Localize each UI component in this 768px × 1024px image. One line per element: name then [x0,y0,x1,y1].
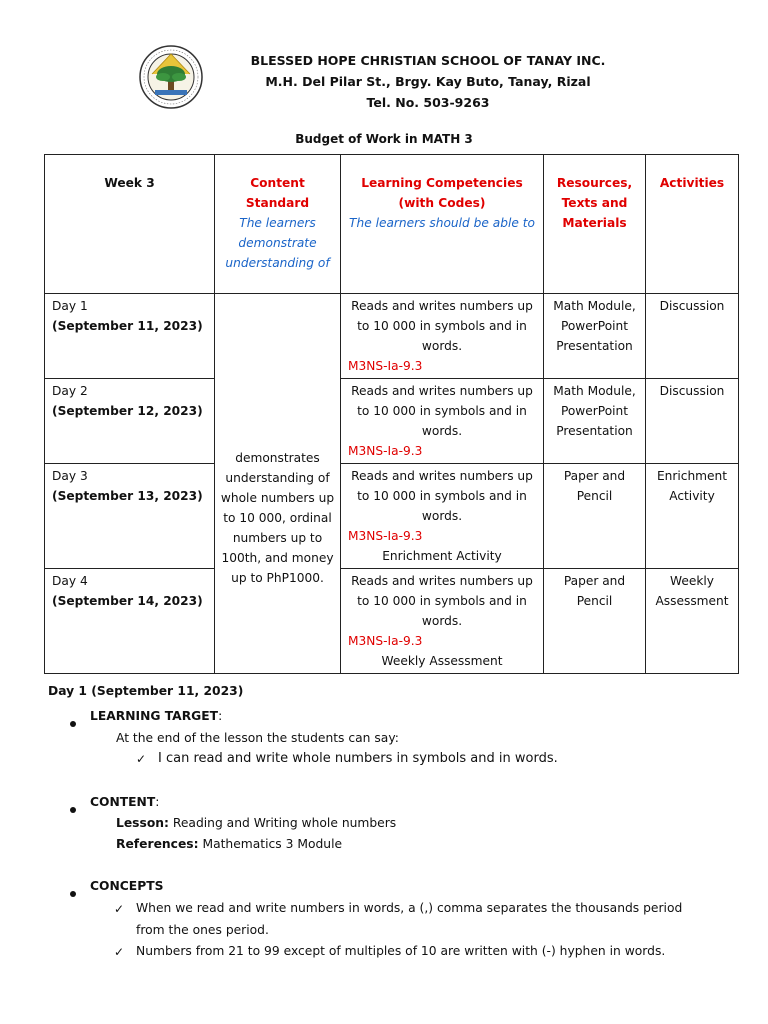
day-cell [45,464,215,569]
content-label: CONTENT [90,795,156,809]
activity-cell: Enrichment Activity [646,464,739,569]
competency-code: M3NS-Ia-9.3 [348,444,423,458]
budget-of-work-table [44,154,739,674]
learning-target-heading [90,709,222,723]
competencies-sub: The learners should be able to [349,216,535,230]
day-date: (September 12, 2023) [52,404,203,418]
resources-cell: Math Module, PowerPoint Presentation [544,294,646,379]
check-icon: ✓ [114,902,125,916]
activity-cell: Discussion [646,379,739,464]
competency-text: Reads and writes numbers up to 10 000 in symbols and in words. [351,469,533,523]
learning-target-item: I can read and write whole numbers in symbols and in words. [158,751,558,766]
competency-cell [341,294,544,379]
header-week: Week 3 [45,155,215,294]
table-row [45,569,739,674]
concept-item-continued: from the ones period. [136,923,269,937]
header-competencies [341,155,544,294]
table-row [45,379,739,464]
competencies-label: Learning Competencies (with Codes) [361,176,523,210]
competency-cell [341,464,544,569]
activity-cell: Weekly Assessment [646,569,739,674]
day-label: Day 1 [52,299,88,313]
school-address: M.H. Del Pilar St., Brgy. Kay Buto, Tanay, Rizal [265,74,591,89]
competency-cell [341,569,544,674]
header-content-standard [215,155,341,294]
table-row [45,294,739,379]
content-standard-sub: The learners demonstrate understanding of [225,216,330,270]
competency-text: Reads and writes numbers up to 10 000 in symbols and in words. [351,574,533,628]
content-standard-cell: demonstrates understanding of whole numbers up to 10 000, ordinal numbers up to 100th, and money up to PhP1000. [215,294,341,674]
bullet-icon [70,891,76,897]
competency-code: M3NS-Ia-9.3 [348,634,423,648]
school-header [0,40,768,120]
school-seal-logo [138,44,204,110]
competency-cell [341,379,544,464]
concept-item: Numbers from 21 to 99 except of multiples of 10 are written with (-) hyphen in words. [136,944,666,958]
table-header-row [45,155,739,294]
header-resources: Resources, Texts and Materials [544,155,646,294]
learning-target-label: LEARNING TARGET [90,709,219,723]
learning-target-intro: At the end of the lesson the students can say: [116,731,399,745]
resources-cell: Math Module, PowerPoint Presentation [544,379,646,464]
check-icon: ✓ [114,945,125,959]
concept-item: When we read and write numbers in words, a (,) comma separates the thousands period [136,901,683,915]
table-row [45,464,739,569]
day-cell [45,379,215,464]
competency-extra: Enrichment Activity [382,549,502,563]
day-cell [45,294,215,379]
concepts-heading: CONCEPTS [90,879,164,893]
activity-cell: Discussion [646,294,739,379]
bullet-icon [70,721,76,727]
document-title: Budget of Work in MATH 3 [295,132,473,146]
content-colon: : [155,795,160,809]
resources-cell: Paper and Pencil [544,569,646,674]
day-label: Day 2 [52,384,88,398]
lesson-value: Reading and Writing whole numbers [172,816,397,830]
lesson-label: Lesson: [116,816,169,830]
resources-cell: Paper and Pencil [544,464,646,569]
check-icon: ✓ [136,752,147,766]
competency-text: Reads and writes numbers up to 10 000 in symbols and in words. [351,384,533,438]
lesson-line [116,816,396,830]
competency-code: M3NS-Ia-9.3 [348,359,423,373]
day-date: (September 13, 2023) [52,489,203,503]
competency-text: Reads and writes numbers up to 10 000 in symbols and in words. [351,299,533,353]
school-phone: Tel. No. 503-9263 [366,95,490,110]
competency-code: M3NS-Ia-9.3 [348,529,423,543]
references-line [116,837,342,851]
school-name: BLESSED HOPE CHRISTIAN SCHOOL OF TANAY INC. [250,53,606,68]
day-cell [45,569,215,674]
day-label: Day 4 [52,574,88,588]
competency-extra: Weekly Assessment [381,654,503,668]
day-date: (September 14, 2023) [52,594,203,608]
content-heading [90,795,159,809]
day-date: (September 11, 2023) [52,319,203,333]
day1-heading: Day 1 (September 11, 2023) [48,684,244,698]
day-label: Day 3 [52,469,88,483]
references-label: References: [116,837,199,851]
header-activities: Activities [646,155,739,294]
references-value: Mathematics 3 Module [202,837,343,851]
bullet-icon [70,807,76,813]
learning-target-colon: : [218,709,223,723]
content-standard-label: Content Standard [245,176,310,210]
